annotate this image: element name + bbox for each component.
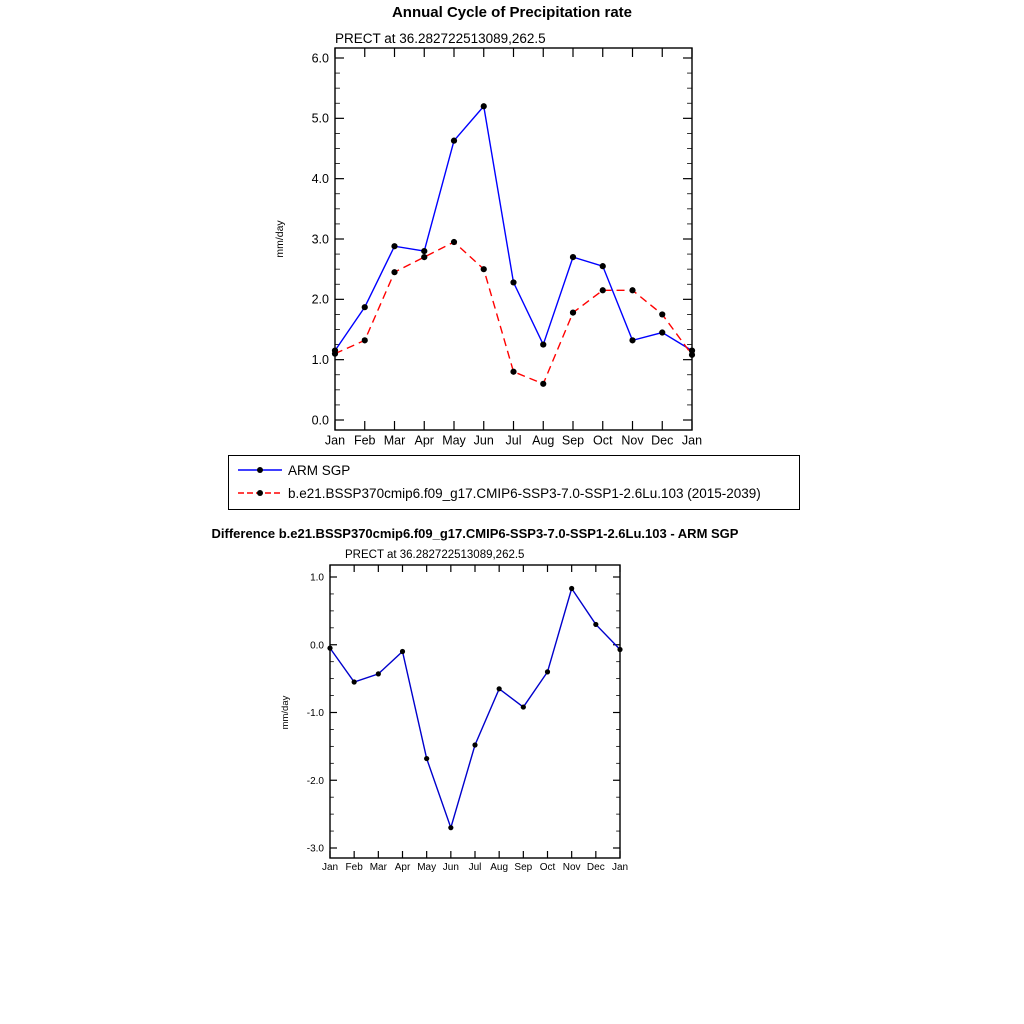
y-axis-label: mm/day bbox=[280, 695, 291, 730]
data-point-marker bbox=[600, 287, 606, 293]
chart2-title: Difference b.e21.BSSP370cmip6.f09_g17.CMIP6-SSP3-7.0-SSP1-2.6Lu.103 - ARM SGP bbox=[211, 526, 739, 541]
x-tick-label: Jul bbox=[468, 862, 482, 873]
legend-line-dashed-red-icon bbox=[237, 487, 283, 499]
x-tick-label: Mar bbox=[369, 862, 387, 873]
data-point-marker bbox=[362, 337, 368, 343]
data-point-marker bbox=[600, 263, 606, 269]
chart2-subtitle: PRECT at 36.282722513089,262.5 bbox=[345, 549, 525, 561]
x-tick-label: Jan bbox=[324, 433, 346, 448]
x-tick-label: Dec bbox=[651, 433, 674, 448]
data-point-marker bbox=[376, 671, 381, 676]
data-point-marker bbox=[540, 341, 546, 347]
x-tick-label: Nov bbox=[562, 862, 581, 873]
data-point-marker bbox=[659, 311, 665, 317]
y-tick-label: 4.0 bbox=[311, 172, 329, 187]
y-tick-label: 1.0 bbox=[310, 572, 324, 584]
x-tick-label: Jan bbox=[321, 862, 339, 873]
legend-line-solid-blue-icon bbox=[237, 464, 283, 476]
series-line bbox=[330, 589, 620, 828]
y-tick-label: 5.0 bbox=[311, 111, 329, 126]
plot-frame bbox=[330, 565, 620, 858]
data-point-marker bbox=[629, 337, 635, 343]
y-tick-label: 1.0 bbox=[311, 353, 329, 368]
data-point-marker bbox=[332, 351, 338, 357]
data-point-marker bbox=[497, 686, 502, 691]
data-point-marker bbox=[448, 825, 453, 830]
y-tick-label: -2.0 bbox=[306, 775, 324, 787]
y-tick-label: 0.0 bbox=[310, 640, 324, 652]
data-point-marker bbox=[510, 279, 516, 285]
x-tick-label: Jun bbox=[442, 862, 459, 873]
data-point-marker bbox=[400, 649, 405, 654]
data-point-marker bbox=[391, 269, 397, 275]
data-point-marker bbox=[352, 679, 357, 684]
data-point-marker bbox=[545, 669, 550, 674]
x-tick-label: Oct bbox=[593, 433, 613, 448]
chart-2-plot bbox=[280, 565, 628, 873]
data-point-marker bbox=[391, 243, 397, 249]
legend-label-model: b.e21.BSSP370cmip6.f09_g17.CMIP6-SSP3-7.0-SSP1-2.6Lu.103 (2015-2039) bbox=[288, 485, 761, 501]
data-point-marker bbox=[327, 646, 332, 651]
chart1-subtitle: PRECT at 36.282722513089,262.5 bbox=[335, 31, 546, 46]
data-point-marker bbox=[421, 248, 427, 254]
x-tick-label: Feb bbox=[345, 862, 363, 873]
legend bbox=[228, 455, 800, 510]
series-line bbox=[335, 106, 692, 350]
chart-1-plot bbox=[274, 48, 702, 448]
y-tick-label: -3.0 bbox=[306, 843, 324, 855]
y-tick-label: 2.0 bbox=[311, 292, 329, 307]
data-point-marker bbox=[521, 704, 526, 709]
x-tick-label: Aug bbox=[532, 433, 555, 448]
data-point-marker bbox=[569, 586, 574, 591]
data-point-marker bbox=[472, 742, 477, 747]
y-tick-label: 0.0 bbox=[311, 413, 329, 428]
y-tick-label: 3.0 bbox=[311, 232, 329, 247]
x-tick-label: Sep bbox=[514, 862, 533, 873]
data-point-marker bbox=[481, 103, 487, 109]
y-axis-label: mm/day bbox=[274, 220, 286, 258]
x-tick-label: Mar bbox=[383, 433, 406, 448]
data-point-marker bbox=[617, 647, 622, 652]
x-tick-label: Oct bbox=[539, 862, 556, 873]
data-point-marker bbox=[451, 138, 457, 144]
x-tick-label: Jan bbox=[611, 862, 629, 873]
x-tick-label: Aug bbox=[490, 862, 509, 873]
x-tick-label: May bbox=[417, 862, 437, 873]
x-tick-label: Jun bbox=[473, 433, 494, 448]
data-point-marker bbox=[540, 381, 546, 387]
x-tick-label: Jul bbox=[505, 433, 522, 448]
data-point-marker bbox=[362, 304, 368, 310]
data-point-marker bbox=[689, 352, 695, 358]
data-point-marker bbox=[510, 369, 516, 375]
x-tick-label: Apr bbox=[414, 433, 434, 448]
x-tick-label: Feb bbox=[353, 433, 376, 448]
legend-item-arm-sgp bbox=[237, 459, 791, 481]
data-point-marker bbox=[424, 756, 429, 761]
data-point-marker bbox=[593, 622, 598, 627]
data-point-marker bbox=[659, 329, 665, 335]
data-point-marker bbox=[629, 287, 635, 293]
legend-label-arm-sgp: ARM SGP bbox=[288, 462, 351, 478]
y-tick-label: -1.0 bbox=[306, 708, 324, 719]
data-point-marker bbox=[451, 239, 457, 245]
x-tick-label: May bbox=[442, 433, 466, 448]
series-line bbox=[335, 242, 692, 384]
y-tick-label: 6.0 bbox=[311, 51, 329, 66]
x-tick-label: Sep bbox=[561, 433, 585, 448]
chart1-title: Annual Cycle of Precipitation rate bbox=[391, 4, 633, 21]
x-tick-label: Nov bbox=[621, 433, 644, 448]
x-tick-label: Jan bbox=[681, 433, 703, 448]
data-point-marker bbox=[570, 254, 576, 260]
x-tick-label: Apr bbox=[394, 862, 411, 873]
data-point-marker bbox=[481, 266, 487, 272]
legend-item-model bbox=[237, 482, 791, 504]
data-point-marker bbox=[570, 310, 576, 316]
data-point-marker bbox=[421, 254, 427, 260]
x-tick-label: Dec bbox=[586, 862, 605, 873]
